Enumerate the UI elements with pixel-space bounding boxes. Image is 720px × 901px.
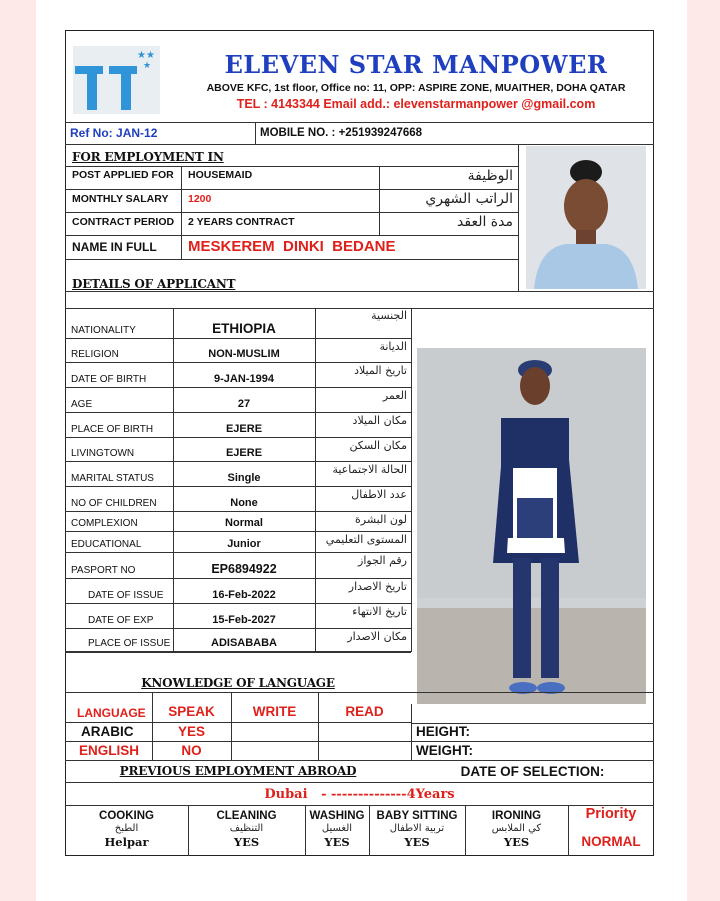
company-address: ABOVE KFC, 1st floor, Office no: 11, OPP: ASPIRE ZONE, MUAITHER, DOHA QATAR (206, 82, 626, 94)
skill-value: YES (404, 835, 430, 849)
details-section-title: DETAILS OF APPLICANT (72, 277, 236, 291)
details-arabic: مكان الاصدار (347, 630, 407, 643)
employment-arabic: الوظيفة (467, 168, 513, 184)
details-value: EJERE (225, 423, 263, 435)
details-label: COMPLEXION (71, 518, 138, 529)
language-table (65, 692, 411, 760)
employment-value: 1200 (188, 193, 212, 205)
company-name: ELEVEN STAR MANPOWER (224, 50, 608, 79)
previous-employment-value: Dubai - --------------4Years (264, 787, 455, 802)
details-arabic: رقم الجواز (358, 554, 407, 567)
details-arabic: الحالة الاجتماعية (332, 463, 407, 476)
skill-label: IRONING (491, 810, 542, 822)
details-row (65, 462, 411, 487)
skill-label: CLEANING (216, 810, 277, 822)
details-arabic: مكان السكن (349, 439, 407, 452)
language-section-title: KNOWLEDGE OF LANGUAGE (141, 676, 335, 690)
svg-text:★: ★ (143, 61, 152, 71)
skill-value: Helpar (104, 835, 149, 849)
name-value: MESKEREM DINKI BEDANE (188, 238, 396, 255)
skill-label: WASHING (309, 810, 365, 822)
details-row (65, 438, 411, 462)
employment-value: HOUSEMAID (188, 169, 253, 181)
details-label: PASPORT NO (71, 565, 136, 576)
details-label: MARITAL STATUS (71, 473, 154, 484)
employment-label: POST APPLIED FOR (72, 169, 174, 181)
details-arabic: تاريخ الانتهاء (352, 605, 407, 618)
details-value: 9-JAN-1994 (214, 373, 274, 385)
details-value: EP6894922 (211, 562, 277, 576)
details-value: 16-Feb-2022 (212, 589, 276, 601)
skill-baby-sitting (369, 805, 465, 856)
skill-label: COOKING (99, 810, 154, 822)
details-value: None (230, 497, 258, 509)
employment-arabic: الراتب الشهري (425, 191, 513, 207)
details-arabic: مكان الميلاد (352, 414, 407, 427)
ref-value: JAN-12 (116, 126, 158, 140)
skill-washing (305, 805, 369, 856)
applicant-portrait-photo (526, 146, 646, 289)
details-value: 27 (237, 398, 251, 410)
weight-label: WEIGHT: (416, 743, 473, 758)
details-label: PLACE OF BIRTH (71, 424, 154, 435)
details-value: EJERE (225, 447, 263, 459)
previous-employment-title: PREVIOUS EMPLOYMENT ABROAD (119, 764, 357, 778)
details-row (65, 579, 411, 604)
skill-cleaning (188, 805, 305, 856)
employment-section-title: FOR EMPLOYMENT IN (72, 150, 224, 164)
skill-priority (568, 805, 654, 856)
details-label: DATE OF ISSUE (88, 590, 164, 601)
details-label: EDUCATIONAL (71, 539, 142, 550)
date-of-selection-label: DATE OF SELECTION: (460, 764, 605, 779)
name-row (65, 235, 519, 260)
details-label: AGE (71, 399, 93, 410)
skill-value: YES (233, 835, 260, 849)
details-row (65, 487, 411, 512)
language-name: ARABIC (81, 724, 134, 739)
ref-label: Ref No: (70, 126, 113, 140)
details-label: NATIONALITY (71, 325, 136, 336)
details-arabic: تاريخ الميلاد (354, 364, 407, 377)
details-value: Single (227, 472, 261, 484)
mobile-number (260, 127, 422, 139)
details-arabic: الجنسية (371, 309, 407, 322)
skill-value: YES (503, 835, 530, 849)
skill-value: YES (324, 835, 350, 849)
height-label: HEIGHT: (416, 724, 470, 739)
details-label: RELIGION (71, 349, 119, 360)
priority-label: Priority (585, 806, 637, 822)
skill-arabic: التنظيف (229, 823, 264, 834)
employment-arabic: مدة العقد (457, 214, 513, 230)
details-row (65, 388, 411, 413)
details-arabic: عدد الاطفال (351, 488, 407, 501)
details-row (65, 413, 411, 438)
details-row (65, 553, 411, 579)
skill-ironing (465, 805, 568, 856)
details-arabic: المستوى التعليمي (325, 533, 407, 546)
language-name: ENGLISH (79, 743, 140, 758)
skill-arabic: الغسيل (321, 823, 353, 834)
skills-table (65, 805, 654, 856)
mobile-value: +251939247668 (338, 127, 423, 139)
details-table (65, 308, 411, 652)
skill-arabic: الطبخ (114, 823, 139, 834)
company-logo (73, 46, 160, 114)
details-arabic: لون البشرة (355, 513, 407, 526)
details-row (65, 604, 411, 629)
company-contact: TEL : 4143344 Email add.: elevenstarmanpower @gmail.com (236, 97, 596, 111)
read-header: READ (345, 704, 384, 719)
language-speak: YES (177, 724, 205, 739)
details-label: DATE OF BIRTH (71, 374, 147, 385)
applicant-full-photo (417, 348, 646, 704)
details-value: Junior (227, 538, 261, 550)
employment-label: MONTHLY SALARY (72, 193, 169, 205)
details-value: Normal (225, 517, 263, 529)
employment-value: 2 YEARS CONTRACT (188, 216, 295, 228)
details-label: PLACE OF ISSUE (88, 638, 171, 649)
employment-row (65, 166, 519, 190)
details-row (65, 629, 411, 652)
details-value: ADISABABA (211, 637, 277, 649)
employment-row (65, 189, 519, 213)
skill-label: BABY SITTING (376, 810, 458, 822)
details-value: 15-Feb-2027 (212, 614, 276, 626)
skill-cooking (65, 805, 188, 856)
svg-text:★★: ★★ (137, 50, 155, 61)
details-value: ETHIOPIA (212, 321, 276, 336)
details-row (65, 363, 411, 388)
details-row (65, 339, 411, 363)
details-row (65, 532, 411, 553)
name-label: NAME IN FULL (72, 240, 157, 254)
skill-arabic: كي الملابس (491, 823, 542, 834)
details-arabic: تاريخ الاصدار (348, 580, 407, 593)
details-arabic: العمر (382, 389, 407, 402)
details-row (65, 308, 411, 339)
speak-header: SPEAK (168, 704, 215, 719)
details-row (65, 512, 411, 532)
priority-value: NORMAL (581, 834, 641, 849)
details-label: NO OF CHILDREN (71, 498, 157, 509)
skill-arabic: تربية الاطفال (389, 823, 445, 834)
language-speak: NO (181, 743, 202, 758)
language-header: LANGUAGE (77, 706, 146, 720)
details-label: DATE OF EXP (88, 615, 154, 626)
employment-row (65, 212, 519, 236)
details-value: NON-MUSLIM (208, 348, 280, 360)
employment-label: CONTRACT PERIOD (72, 216, 175, 228)
write-header: WRITE (252, 704, 297, 719)
mobile-label: MOBILE NO. : (260, 127, 336, 139)
details-label: LIVINGTOWN (71, 448, 135, 459)
ref-number (70, 126, 157, 140)
details-arabic: الديانة (379, 340, 407, 353)
